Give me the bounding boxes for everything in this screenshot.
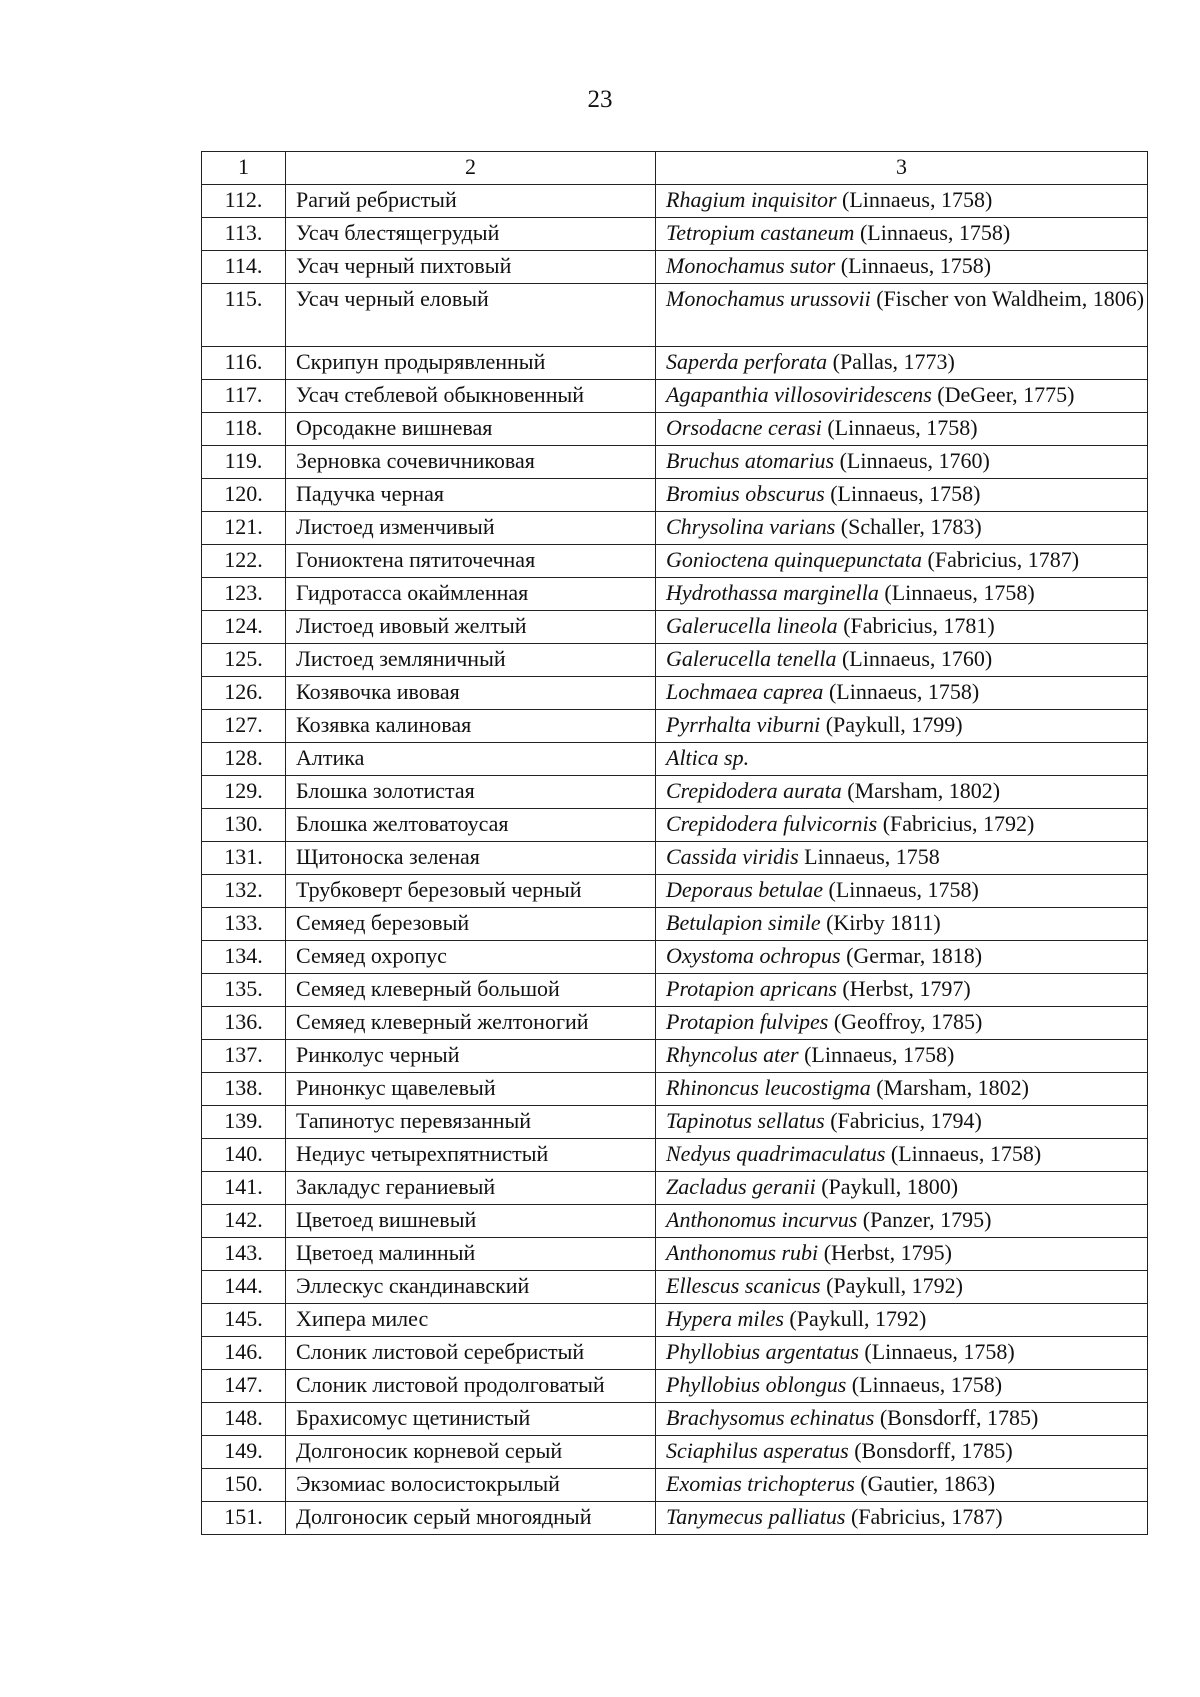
table-row — [202, 1106, 1148, 1139]
table-row — [202, 710, 1148, 743]
author-citation: (DeGeer, 1775) — [931, 382, 1075, 407]
author-citation: (Linnaeus, 1758) — [885, 1141, 1042, 1166]
scientific-name — [656, 446, 1148, 479]
russian-name: Усач черный пихтовый — [286, 251, 656, 284]
table-row — [202, 1040, 1148, 1073]
table-row — [202, 218, 1148, 251]
russian-name: Цветоед малинный — [286, 1238, 656, 1271]
table-row — [202, 413, 1148, 446]
scientific-name — [656, 644, 1148, 677]
russian-name: Семяед клеверный желтоногий — [286, 1007, 656, 1040]
table-row — [202, 677, 1148, 710]
page-number: 23 — [587, 86, 613, 113]
row-number: 124. — [202, 611, 286, 644]
author-citation: (Geoffroy, 1785) — [828, 1009, 983, 1034]
table-row — [202, 1271, 1148, 1304]
table-row — [202, 1403, 1148, 1436]
row-number: 131. — [202, 842, 286, 875]
russian-name: Ринонкус щавелевый — [286, 1073, 656, 1106]
latin-binomial: Galerucella tenella — [666, 646, 837, 671]
scientific-name — [656, 380, 1148, 413]
table-row — [202, 1205, 1148, 1238]
scientific-name — [656, 611, 1148, 644]
author-citation: (Linnaeus, 1758) — [821, 415, 978, 440]
scientific-name — [656, 1040, 1148, 1073]
table-row — [202, 1502, 1148, 1535]
table-row — [202, 1370, 1148, 1403]
latin-binomial: Anthonomus incurvus — [666, 1207, 858, 1232]
author-citation: (Bonsdorff, 1785) — [848, 1438, 1013, 1463]
scientific-name — [656, 1271, 1148, 1304]
author-citation: (Linnaeus, 1758) — [846, 1372, 1003, 1397]
row-number: 115. — [202, 284, 286, 347]
author-citation: (Kirby 1811) — [820, 910, 941, 935]
latin-binomial: Crepidodera aurata — [666, 778, 842, 803]
russian-name: Скрипун продырявленный — [286, 347, 656, 380]
scientific-name — [656, 1469, 1148, 1502]
russian-name: Слоник листовой серебристый — [286, 1337, 656, 1370]
row-number: 149. — [202, 1436, 286, 1469]
latin-binomial: Tanymecus palliatus — [666, 1504, 846, 1529]
author-citation: (Linnaeus, 1758) — [824, 481, 981, 506]
latin-binomial: Crepidodera fulvicornis — [666, 811, 878, 836]
russian-name: Закладус гераниевый — [286, 1172, 656, 1205]
author-citation: (Pallas, 1773) — [827, 349, 955, 374]
scientific-name — [656, 1238, 1148, 1271]
latin-binomial: Phyllobius argentatus — [666, 1339, 859, 1364]
author-citation: (Germar, 1818) — [840, 943, 983, 968]
author-citation: (Linnaeus, 1758) — [798, 1042, 955, 1067]
russian-name: Зерновка сочевичниковая — [286, 446, 656, 479]
header-cell-russian: 2 — [286, 152, 656, 185]
latin-binomial: Monochamus sutor — [666, 253, 836, 278]
latin-binomial: Rhyncolus ater — [666, 1042, 799, 1067]
author-citation: (Fabricius, 1787) — [922, 547, 1080, 572]
row-number: 148. — [202, 1403, 286, 1436]
russian-name: Долгоносик серый многоядный — [286, 1502, 656, 1535]
table-row — [202, 347, 1148, 380]
table-row — [202, 1073, 1148, 1106]
russian-name: Брахисомус щетинистый — [286, 1403, 656, 1436]
row-number: 117. — [202, 380, 286, 413]
author-citation: (Paykull, 1800) — [815, 1174, 959, 1199]
author-citation: (Marsham, 1802) — [870, 1075, 1029, 1100]
latin-binomial: Gonioctena quinquepunctata — [666, 547, 923, 572]
scientific-name — [656, 479, 1148, 512]
latin-binomial: Orsodacne cerasi — [666, 415, 822, 440]
scientific-name — [656, 1172, 1148, 1205]
russian-name: Трубковерт березовый черный — [286, 875, 656, 908]
table-row — [202, 908, 1148, 941]
row-number: 144. — [202, 1271, 286, 1304]
russian-name: Эллескус скандинавский — [286, 1271, 656, 1304]
row-number: 142. — [202, 1205, 286, 1238]
row-number: 132. — [202, 875, 286, 908]
author-citation: (Fabricius, 1787) — [845, 1504, 1003, 1529]
russian-name: Блошка золотистая — [286, 776, 656, 809]
table-row — [202, 1007, 1148, 1040]
latin-binomial: Sciaphilus asperatus — [666, 1438, 849, 1463]
scientific-name — [656, 809, 1148, 842]
row-number: 113. — [202, 218, 286, 251]
author-citation: Linnaeus, 1758 — [798, 844, 940, 869]
russian-name: Слоник листовой продолговатый — [286, 1370, 656, 1403]
row-number: 135. — [202, 974, 286, 1007]
scientific-name — [656, 875, 1148, 908]
table-row — [202, 875, 1148, 908]
scientific-name — [656, 1106, 1148, 1139]
header-cell-number: 1 — [202, 152, 286, 185]
scientific-name — [656, 710, 1148, 743]
latin-binomial: Tetropium castaneum — [666, 220, 855, 245]
author-citation: (Fabricius, 1792) — [877, 811, 1035, 836]
row-number: 126. — [202, 677, 286, 710]
table-row — [202, 1436, 1148, 1469]
russian-name: Орсодакне вишневая — [286, 413, 656, 446]
scientific-name — [656, 512, 1148, 545]
scientific-name — [656, 908, 1148, 941]
row-number: 147. — [202, 1370, 286, 1403]
row-number: 146. — [202, 1337, 286, 1370]
russian-name: Гидротасса окаймленная — [286, 578, 656, 611]
table-row — [202, 1238, 1148, 1271]
scientific-name — [656, 1073, 1148, 1106]
latin-binomial: Betulapion simile — [666, 910, 821, 935]
species-table — [201, 151, 1148, 1535]
table-row — [202, 743, 1148, 776]
row-number: 121. — [202, 512, 286, 545]
scientific-name — [656, 1304, 1148, 1337]
header-cell-latin: 3 — [656, 152, 1148, 185]
scientific-name — [656, 284, 1148, 347]
latin-binomial: Rhinoncus leucostigma — [666, 1075, 871, 1100]
latin-binomial: Chrysolina varians — [666, 514, 836, 539]
latin-binomial: Protapion fulvipes — [666, 1009, 829, 1034]
russian-name: Семяед охропус — [286, 941, 656, 974]
table-row — [202, 842, 1148, 875]
table-row — [202, 1304, 1148, 1337]
row-number: 136. — [202, 1007, 286, 1040]
scientific-name — [656, 1403, 1148, 1436]
russian-name: Усач блестящегрудый — [286, 218, 656, 251]
russian-name: Листоед ивовый желтый — [286, 611, 656, 644]
scientific-name — [656, 413, 1148, 446]
row-number: 137. — [202, 1040, 286, 1073]
table-row — [202, 941, 1148, 974]
scientific-name — [656, 578, 1148, 611]
scientific-name — [656, 1205, 1148, 1238]
latin-binomial: Brachysomus echinatus — [666, 1405, 875, 1430]
row-number: 119. — [202, 446, 286, 479]
scientific-name — [656, 545, 1148, 578]
table-row — [202, 1337, 1148, 1370]
russian-name: Усач стеблевой обыкновенный — [286, 380, 656, 413]
russian-name: Алтика — [286, 743, 656, 776]
latin-binomial: Cassida viridis — [666, 844, 799, 869]
latin-binomial: Nedyus quadrimaculatus — [666, 1141, 886, 1166]
scientific-name — [656, 842, 1148, 875]
author-citation: (Gautier, 1863) — [854, 1471, 996, 1496]
table-row — [202, 512, 1148, 545]
row-number: 116. — [202, 347, 286, 380]
latin-binomial: Bromius obscurus — [666, 481, 825, 506]
author-citation: (Linnaeus, 1758) — [854, 220, 1011, 245]
row-number: 122. — [202, 545, 286, 578]
author-citation: (Marsham, 1802) — [841, 778, 1001, 803]
russian-name: Экзомиас волосистокрылый — [286, 1469, 656, 1502]
table-row — [202, 1172, 1148, 1205]
scientific-name — [656, 677, 1148, 710]
russian-name: Козявка калиновая — [286, 710, 656, 743]
scientific-name — [656, 1370, 1148, 1403]
russian-name: Блошка желтоватоусая — [286, 809, 656, 842]
row-number: 120. — [202, 479, 286, 512]
author-citation: (Linnaeus, 1758) — [823, 877, 979, 902]
table-row — [202, 974, 1148, 1007]
latin-binomial: Monochamus urussovii — [666, 286, 871, 311]
scientific-name — [656, 941, 1148, 974]
latin-binomial: Pyrrhalta viburni — [666, 712, 821, 737]
row-number: 140. — [202, 1139, 286, 1172]
author-citation: (Linnaeus, 1758) — [858, 1339, 1015, 1364]
author-citation: (Panzer, 1795) — [857, 1207, 992, 1232]
latin-binomial: Hypera miles — [666, 1306, 784, 1331]
latin-binomial: Anthonomus rubi — [666, 1240, 819, 1265]
row-number: 141. — [202, 1172, 286, 1205]
scientific-name — [656, 218, 1148, 251]
russian-name: Цветоед вишневый — [286, 1205, 656, 1238]
row-number: 134. — [202, 941, 286, 974]
russian-name: Тапинотус перевязанный — [286, 1106, 656, 1139]
latin-binomial: Deporaus betulae — [666, 877, 824, 902]
table-body — [202, 152, 1148, 1535]
author-citation: (Fischer von Waldheim, 1806) — [870, 286, 1145, 311]
latin-binomial: Bruchus atomarius — [666, 448, 835, 473]
author-citation: (Paykull, 1792) — [783, 1306, 927, 1331]
author-citation: (Paykull, 1799) — [820, 712, 963, 737]
latin-binomial: Zacladus geranii — [666, 1174, 816, 1199]
table-row — [202, 446, 1148, 479]
scientific-name — [656, 185, 1148, 218]
table-row — [202, 578, 1148, 611]
russian-name: Падучка черная — [286, 479, 656, 512]
russian-name: Щитоноска зеленая — [286, 842, 656, 875]
author-citation: (Paykull, 1792) — [820, 1273, 963, 1298]
row-number: 145. — [202, 1304, 286, 1337]
table-row — [202, 251, 1148, 284]
row-number: 128. — [202, 743, 286, 776]
latin-binomial: Protapion apricans — [666, 976, 837, 1001]
scientific-name — [656, 743, 1148, 776]
latin-binomial: Phyllobius oblongus — [666, 1372, 847, 1397]
author-citation: (Herbst, 1797) — [836, 976, 971, 1001]
row-number: 112. — [202, 185, 286, 218]
author-citation: (Bonsdorff, 1785) — [874, 1405, 1039, 1430]
table-row — [202, 611, 1148, 644]
latin-binomial: Altica sp. — [666, 745, 750, 770]
table-row — [202, 1469, 1148, 1502]
scientific-name — [656, 1007, 1148, 1040]
latin-binomial: Ellescus scanicus — [666, 1273, 821, 1298]
russian-name: Листоед изменчивый — [286, 512, 656, 545]
latin-binomial: Rhagium inquisitor — [666, 187, 837, 212]
row-number: 138. — [202, 1073, 286, 1106]
table-row — [202, 1139, 1148, 1172]
russian-name: Долгоносик корневой серый — [286, 1436, 656, 1469]
scientific-name — [656, 1139, 1148, 1172]
russian-name: Листоед земляничный — [286, 644, 656, 677]
scientific-name — [656, 347, 1148, 380]
author-citation: (Linnaeus, 1758) — [835, 253, 992, 278]
russian-name: Недиус четырехпятнистый — [286, 1139, 656, 1172]
table-row — [202, 809, 1148, 842]
scientific-name — [656, 1502, 1148, 1535]
scientific-name — [656, 1436, 1148, 1469]
latin-binomial: Agapanthia villosoviridescens — [666, 382, 932, 407]
latin-binomial: Exomias trichopterus — [666, 1471, 855, 1496]
row-number: 143. — [202, 1238, 286, 1271]
latin-binomial: Hydrothassa marginella — [666, 580, 879, 605]
table-row — [202, 479, 1148, 512]
table-row — [202, 185, 1148, 218]
table-row — [202, 644, 1148, 677]
row-number: 114. — [202, 251, 286, 284]
latin-binomial: Saperda perforata — [666, 349, 828, 374]
table-row — [202, 776, 1148, 809]
russian-name: Гониоктена пятиточечная — [286, 545, 656, 578]
row-number: 125. — [202, 644, 286, 677]
author-citation: (Linnaeus, 1758) — [823, 679, 980, 704]
author-citation: (Herbst, 1795) — [818, 1240, 952, 1265]
russian-name: Усач черный еловый — [286, 284, 656, 347]
russian-name: Хипера милес — [286, 1304, 656, 1337]
latin-binomial: Tapinotus sellatus — [666, 1108, 825, 1133]
latin-binomial: Oxystoma ochropus — [666, 943, 841, 968]
row-number: 118. — [202, 413, 286, 446]
row-number: 130. — [202, 809, 286, 842]
scientific-name — [656, 974, 1148, 1007]
row-number: 151. — [202, 1502, 286, 1535]
russian-name: Рагий ребристый — [286, 185, 656, 218]
table-row — [202, 545, 1148, 578]
table-row — [202, 284, 1148, 347]
author-citation: (Linnaeus, 1758) — [878, 580, 1035, 605]
author-citation: (Linnaeus, 1760) — [834, 448, 990, 473]
row-number: 123. — [202, 578, 286, 611]
author-citation: (Fabricius, 1781) — [837, 613, 995, 638]
russian-name: Семяед клеверный большой — [286, 974, 656, 1007]
table-row — [202, 380, 1148, 413]
scientific-name — [656, 1337, 1148, 1370]
author-citation: (Fabricius, 1794) — [824, 1108, 982, 1133]
row-number: 133. — [202, 908, 286, 941]
author-citation: (Linnaeus, 1758) — [836, 187, 993, 212]
author-citation: (Schaller, 1783) — [835, 514, 982, 539]
row-number: 150. — [202, 1469, 286, 1502]
russian-name: Козявочка ивовая — [286, 677, 656, 710]
latin-binomial: Galerucella lineola — [666, 613, 838, 638]
russian-name: Ринколус черный — [286, 1040, 656, 1073]
row-number: 139. — [202, 1106, 286, 1139]
latin-binomial: Lochmaea caprea — [666, 679, 824, 704]
author-citation: (Linnaeus, 1760) — [836, 646, 993, 671]
scientific-name — [656, 776, 1148, 809]
row-number: 127. — [202, 710, 286, 743]
russian-name: Семяед березовый — [286, 908, 656, 941]
row-number: 129. — [202, 776, 286, 809]
scientific-name — [656, 251, 1148, 284]
header-row — [202, 152, 1148, 185]
